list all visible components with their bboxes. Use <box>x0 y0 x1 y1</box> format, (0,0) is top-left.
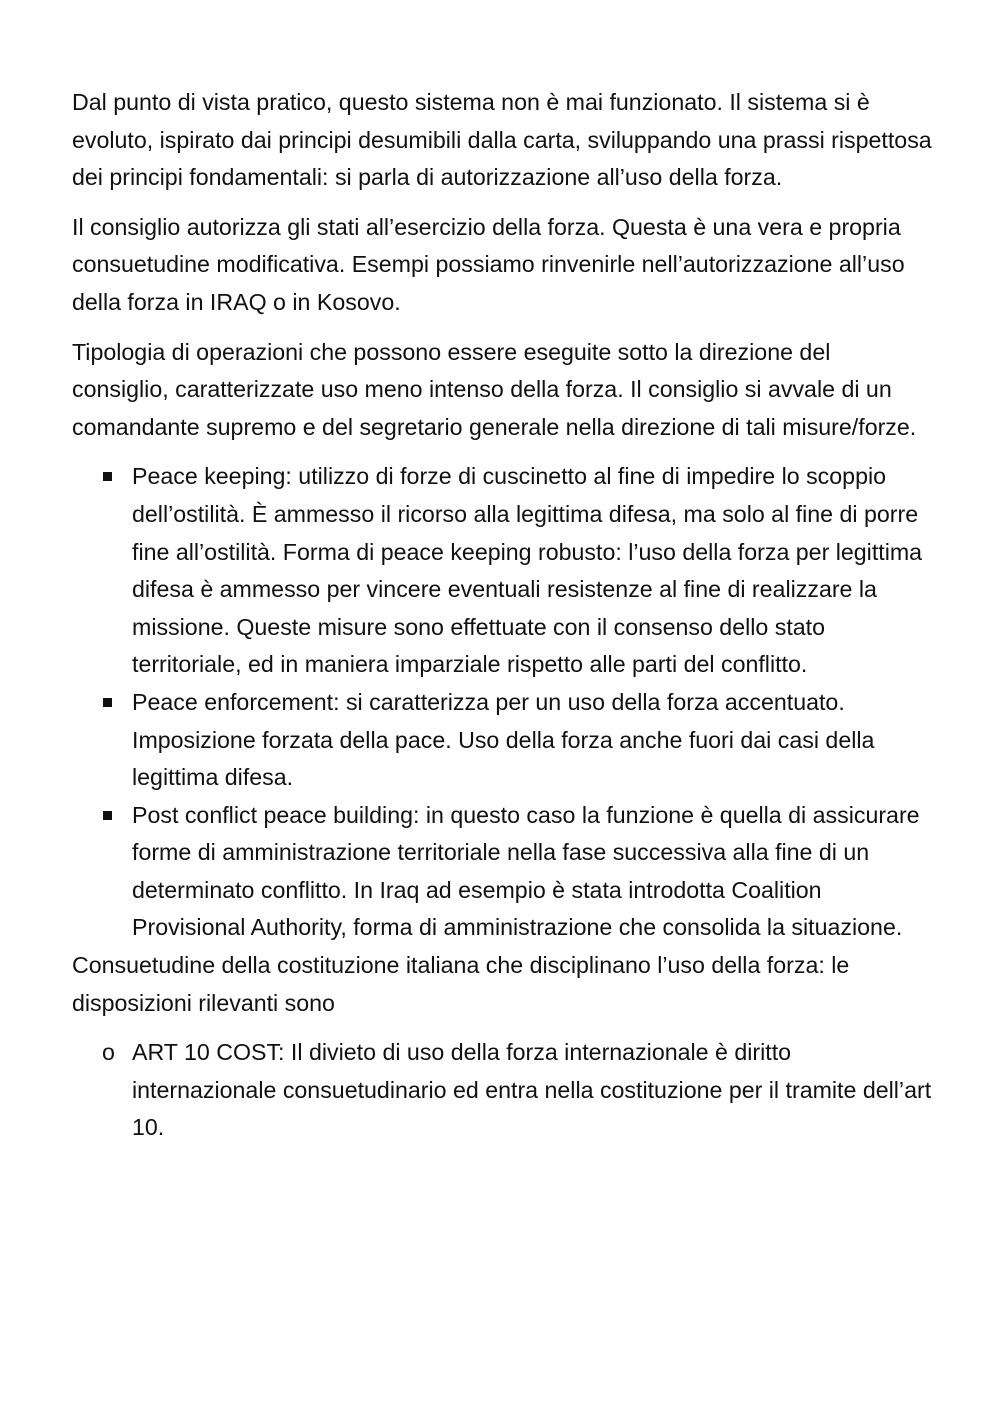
square-bullet-icon <box>103 472 112 481</box>
paragraph-3: Tipologia di operazioni che possono essere eseguite sotto la direzione del consiglio, caratterizzate uso meno intenso della forza. Il consiglio si avvale di un comandante supremo e del segretario generale nella direzione di tali misure/forze. <box>72 338 917 440</box>
paragraph-2: Il consiglio autorizza gli stati all’esercizio della forza. Questa è una vera e propria consuetudine modificativa. Esempi possiamo rinvenirle nell’autorizzazione all’uso della forza in IRAQ o in Kosovo. <box>72 213 905 315</box>
list-item-text: ART 10 COST: Il divieto di uso della forza internazionale è diritto internazionale consuetudinario ed entra nella costituzione per il tramite dell’art 10. <box>132 1039 932 1141</box>
list-item <box>72 684 932 797</box>
square-bullet-icon <box>103 698 112 707</box>
closing-paragraph: Consuetudine della costituzione italiana che disciplinano l’uso della forza: le disposizioni rilevanti sono <box>72 952 850 1016</box>
list-item <box>72 797 932 947</box>
paragraph-1: Dal punto di vista pratico, questo sistema non è mai funzionato. Il sistema si è evoluto, ispirato dai principi desumibili dalla carta, sviluppando una prassi rispettosa dei principi fondamentali: si parla di autorizzazione all’uso della forza. <box>72 89 932 191</box>
circle-bullet-icon: o <box>102 1039 115 1066</box>
operations-bullet-list <box>72 458 932 947</box>
square-bullet-icon <box>103 811 112 820</box>
document-page <box>72 84 932 1147</box>
list-item-text: Peace keeping: utilizzo di forze di cuscinetto al fine di impedire lo scoppio dell’ostilità. È ammesso il ricorso alla legittima difesa, ma solo al fine di porre fine all’ostilità. Forma di peace keeping robusto: l’uso della forza per legittima difesa è ammesso per vincere eventuali resistenze al fine di realizzare la missione. Queste misure sono effettuate con il consenso dello stato territoriale, ed in maniera imparziale rispetto alle parti del conflitto. <box>132 463 923 678</box>
list-item <box>72 1034 932 1147</box>
list-item <box>72 458 932 684</box>
list-item-text: Peace enforcement: si caratterizza per un uso della forza accentuato. Imposizione forzata della pace. Uso della forza anche fuori dai casi della legittima difesa. <box>132 688 875 791</box>
list-item-text: Post conflict peace building: in questo caso la funzione è quella di assicurare forme di amministrazione territoriale nella fase successiva alla fine di un determinato conflitto. In Iraq ad esempio è stata introdotta Coalition Provisional Authority, forma di amministrazione che consolida la situazione. <box>132 801 920 941</box>
constitution-bullet-list <box>72 1034 932 1147</box>
